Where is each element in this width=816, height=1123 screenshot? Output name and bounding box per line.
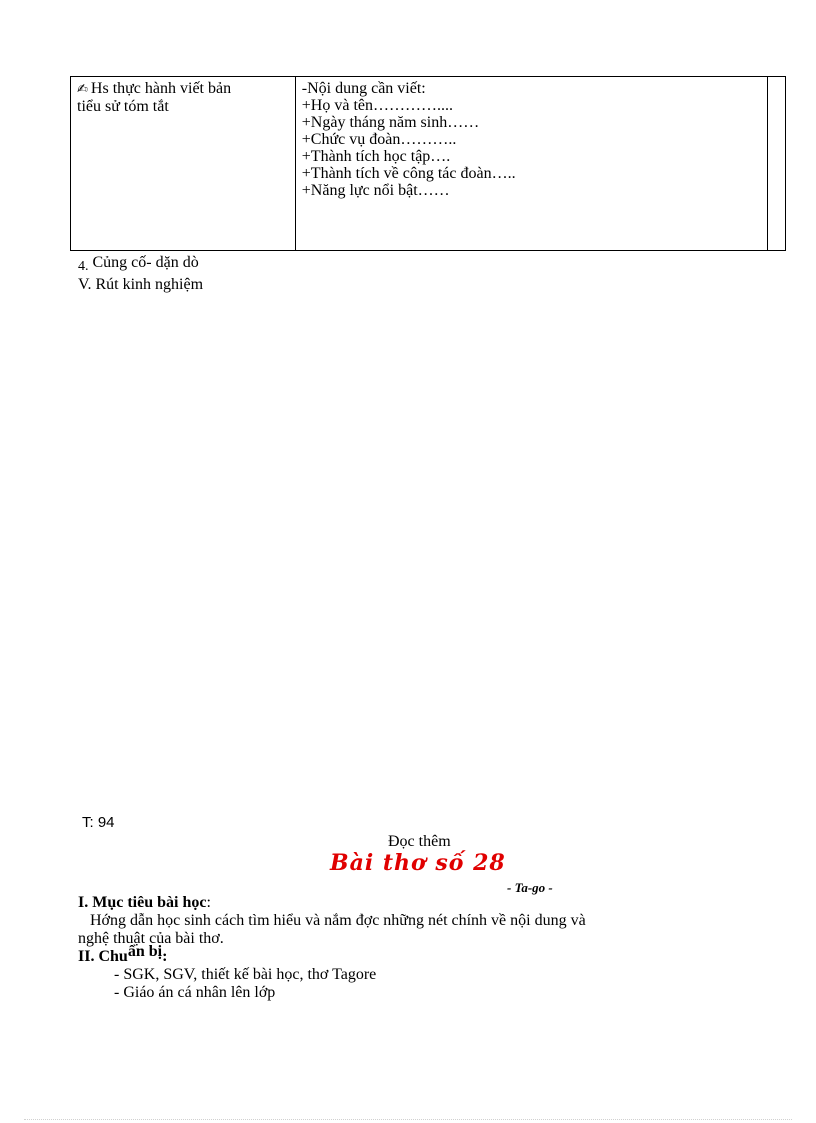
preparation-item: - SGK, SGV, thiết kế bài học, thơ Tagore [114,966,377,983]
activity-cell [71,77,296,251]
section-4-text: Củng cố- dặn dò [92,254,199,271]
author-name: - Ta-go - [507,880,553,895]
table-row [71,77,786,251]
section-5: V. Rút kinh nghiệm [78,276,204,293]
content-cell [295,77,767,251]
content-line: +Ngày tháng năm sinh…… [301,114,480,131]
section-4 [78,254,199,272]
empty-cell [767,77,785,251]
section-4-number: 4. [78,259,89,274]
lesson-number: T: 94 [82,814,115,831]
preparation-item: - Giáo án cá nhân lên lớp [114,984,276,1001]
preparation-heading-b: ẩn bị [127,943,163,960]
page-divider [24,1119,792,1120]
content-line: +Thành tích về công tác đoàn….. [301,165,516,182]
content-line: +Chức vụ đoàn……….. [301,131,457,148]
preparation-heading-a: II. Chu [78,948,128,965]
activity-table [70,76,786,251]
objectives-colon: : [206,894,211,911]
poem-title: Bài thơ số 28 [330,850,506,876]
content-line: +Năng lực nổi bật…… [301,182,450,199]
objectives-heading-text: I. Mục tiêu bài học [78,894,207,911]
content-line: +Họ và tên………….... [301,97,453,114]
reading-label: Đọc thêm [388,833,451,850]
content-line: -Nội dung cần viết: [301,80,426,97]
activity-text-1: Hs thực hành viết bản [90,80,232,97]
objectives-heading [78,894,211,912]
objectives-line-2: nghệ thuật của bài thơ. [78,930,224,947]
preparation-heading [78,943,168,966]
activity-line-1 [77,80,289,98]
content-line: +Thành tích học tập…. [301,148,451,165]
activity-text-2: tiểu sử tóm tắt [77,98,169,115]
preparation-colon: : [162,948,168,965]
objectives-line-1: Hớng dẫn học sinh cách tìm hiểu và nắm đợc những nét chính về nội dung và [90,912,586,929]
writing-hand-icon: ✍ [77,82,88,97]
